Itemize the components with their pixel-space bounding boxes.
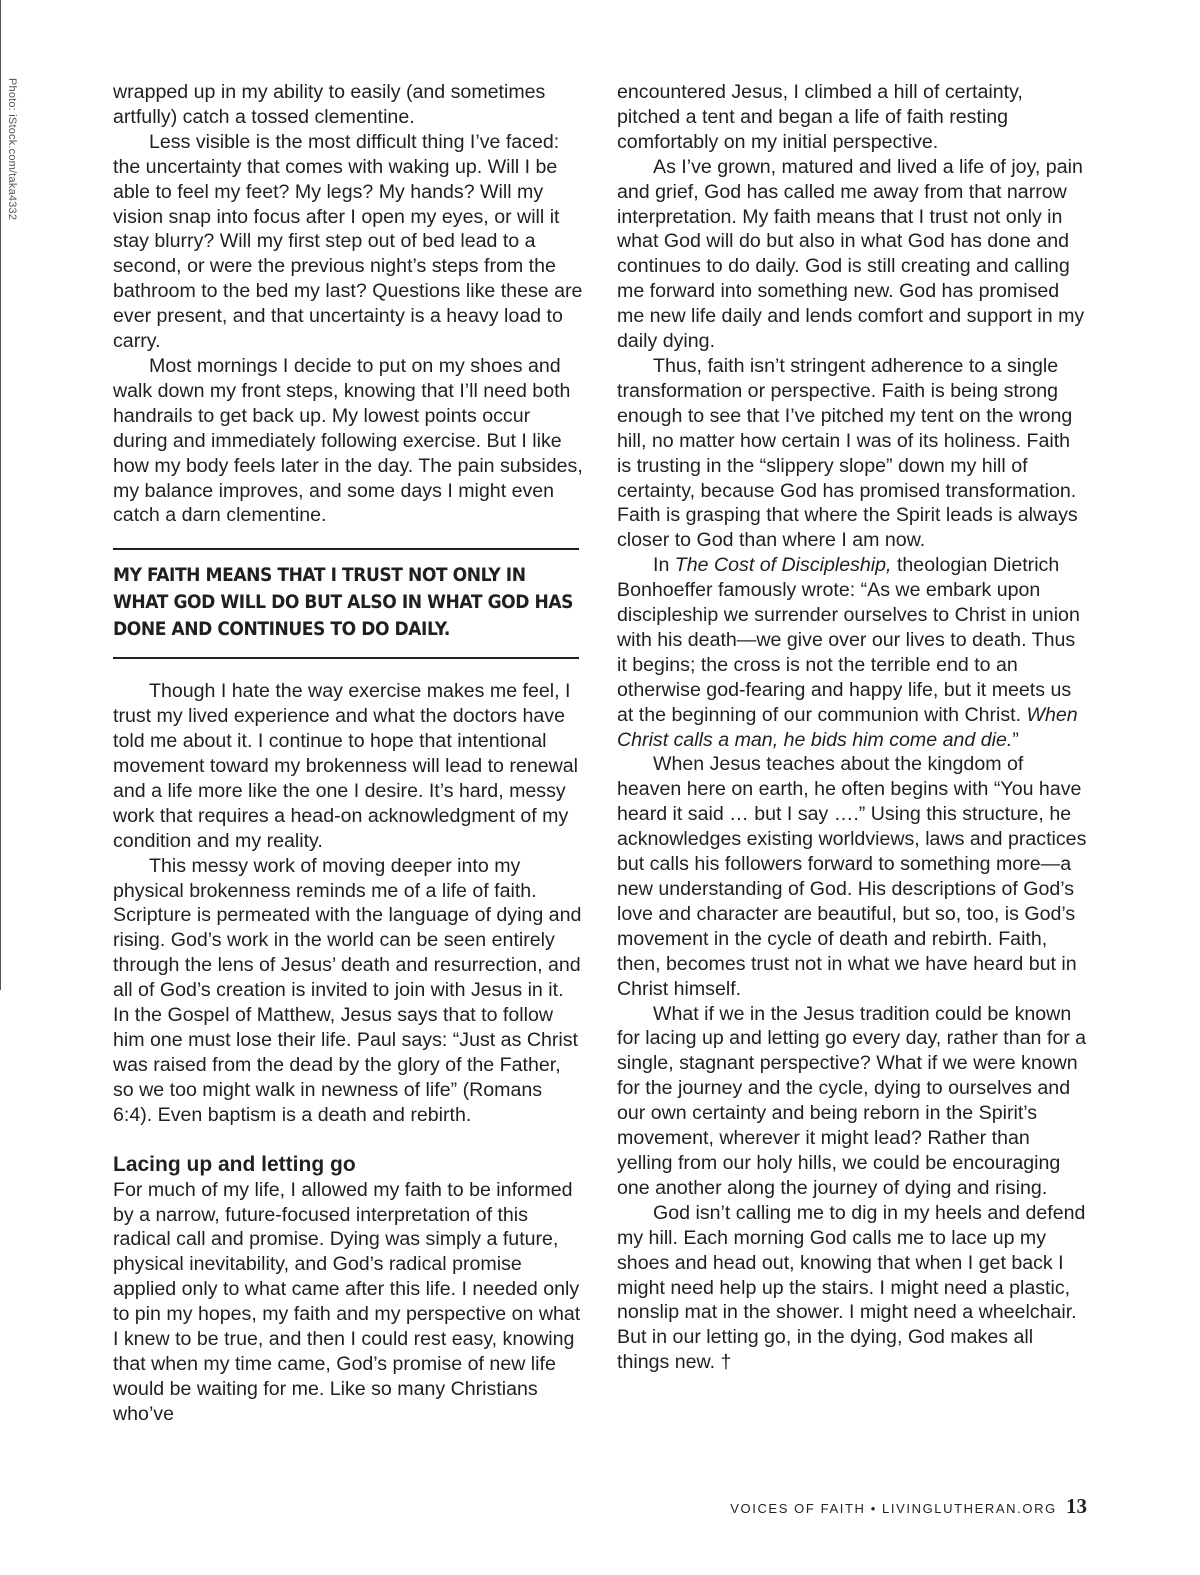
paragraph: Most mornings I decide to put on my shoes and walk down my front steps, knowing that I’ll need both handrails to get back up. My lowest points occur during and immediately following exercise. But I like how my body feels later in the day. The pain subsides, my balance improves, and some days I might even catch a darn clementine.: [113, 354, 583, 527]
paragraph: God isn’t calling me to dig in my heels and defend my hill. Each morning God calls me to lace up my shoes and head out, knowing that when I get back I might need help up the stairs. I might need a plastic, nonslip mat in the shower. I might need a wheelchair. But in our letting go, in the dying, God makes all things new. †: [617, 1201, 1086, 1374]
right-column: [617, 80, 1087, 1375]
paragraph: wrapped up in my ability to easily (and sometimes artfully) catch a tossed clementine.: [113, 81, 546, 128]
paragraph: What if we in the Jesus tradition could be known for lacing up and letting go every day, rather than for a single, stagnant perspective? What if we were known for the journey and the cycle, dying to ourselves and our own certainty and being reborn in the Spirit’s movement, wherever it might lead? Rather than yelling from our holy hills, we could be encouraging one another along the journey of dying and rising.: [617, 1002, 1087, 1199]
text-span: In: [653, 554, 675, 577]
text-span: ”: [1012, 728, 1019, 751]
text-span: theologian Dietrich Bonhoeffer famously wrote: “As we embark upon discipleship we surrender ourselves to Christ in union with his death—we give over our lives to death. Thus it begins; the cross is not the terrible end to an otherwise god-fearing and happy life, but it meets us at the beginning of our communion with Christ.: [617, 554, 1080, 726]
paragraph: For much of my life, I allowed my faith to be informed by a narrow, future-focused interpretation of this radical call and promise. Dying was simply a future, physical inevitability, and God’s radical promise applied only to what came after this life. I needed only to pin my hopes, my faith and my perspective on what I knew to be true, and then I could rest easy, knowing that when my time came, God’s promise of new life would be waiting for me. Like so many Christians who’ve: [113, 1178, 581, 1425]
italic-quote: When Christ calls a man, he bids him come and die.: [617, 703, 1078, 751]
book-title: The Cost of Discipleship,: [674, 554, 892, 577]
paragraph: Thus, faith isn’t stringent adherence to a single transformation or perspective. Faith is being strong enough to see that I’ve pitched my tent on the wrong hill, no matter how certain I was of its holiness. Faith is trusting in the “slippery slope” down my hill of certainty, because God has promised transformation. Faith is grasping that where the Spirit leads is always closer to God than where I am now.: [617, 354, 1078, 552]
page-edge-line: [0, 0, 1, 990]
left-column: [113, 80, 583, 1427]
section-subhead: Lacing up and letting go: [113, 1152, 356, 1176]
pull-quote-text: MY FAITH MEANS THAT I TRUST NOT ONLY IN WHAT GOD WILL DO BUT ALSO IN WHAT GOD HAS DONE AND CONTINUES TO DO DAILY.: [113, 564, 574, 641]
paragraph: Less visible is the most difficult thing I’ve faced: the uncertainty that comes with waking up. Will I be able to feel my feet? My legs? My hands? Will my vision snap into focus after I open my eyes, or will it stay blurry? Will my first step out of bed lead to a second, or were the previous night’s steps from the bathroom to the bed my last? Questions like these are ever present, and that uncertainty is a heavy load to carry.: [113, 130, 583, 353]
paragraph: encountered Jesus, I climbed a hill of certainty, pitched a tent and began a life of faith resting comfortably on my initial perspective.: [617, 81, 1023, 153]
page-number: 13: [1066, 1494, 1087, 1518]
photo-credit: Photo: iStock.com/taka4332: [6, 78, 18, 221]
paragraph: When Jesus teaches about the kingdom of heaven here on earth, he often begins with “You have heard it said … but I say ….” Using this structure, he acknowledges existing worldviews, laws and practices but calls his followers forward to something more—a new understanding of God. His descriptions of God’s love and character are beautiful, but so, too, is God’s movement in the cycle of death and rebirth. Faith, then, becomes trust not in what we have heard but in Christ himself.: [617, 753, 1087, 1000]
page-footer: [730, 1494, 1087, 1519]
paragraph: This messy work of moving deeper into my physical brokenness reminds me of a life of faith. Scripture is permeated with the language of dying and rising. God’s work in the world can be seen entirely through the lens of Jesus’ death and resurrection, and all of God’s creation is invited to join with Jesus in it. In the Gospel of Matthew, Jesus says that to follow him one must lose their life. Paul says: “Just as Christ was raised from the dead by the glory of the Father, so we too might walk in newness of life” (Romans 6:4). Even baptism is a death and rebirth.: [113, 854, 582, 1126]
paragraph: Though I hate the way exercise makes me feel, I trust my lived experience and what the doctors have told me about it. I continue to hope that intentional movement toward my brokenness will lead to renewal and a life more like the one I desire. It’s hard, messy work that requires a head-on acknowledgment of my condition and my reality.: [113, 680, 579, 852]
paragraph: As I’ve grown, matured and lived a life of joy, pain and grief, God has called me away from that narrow interpretation. My faith means that I trust not only in what God will do but also in what God has done and continues to do daily. God is still creating and calling me forward into something new. God has promised me new life daily and lends comfort and support in my daily dying.: [617, 155, 1085, 353]
paragraph-bonhoeffer: [617, 553, 1087, 752]
footer-text: VOICES OF FAITH • LIVINGLUTHERAN.ORG: [730, 1501, 1057, 1516]
pull-quote: [113, 548, 579, 659]
